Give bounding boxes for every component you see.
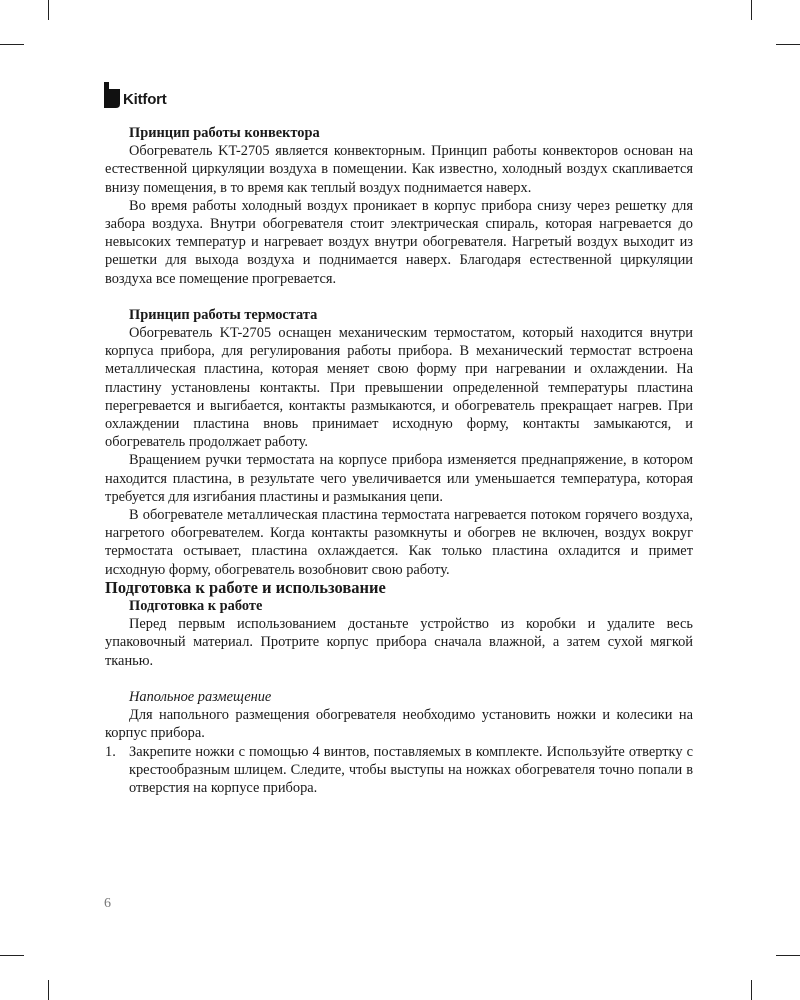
crop-mark-bottom-right — [751, 980, 752, 1000]
section-title-preparation: Подготовка к работе и использование — [105, 577, 386, 597]
paragraph: Вращением ручки термостата на корпусе прибора изменяется преднапряжение, в котором находится пластина, в результате чего увеличивается или уменьшается температура, которая требуется для изгибания пластины и размыкания цепи. — [105, 452, 693, 505]
list-item-number: 1. — [105, 743, 116, 760]
crop-mark-bottom-left — [48, 980, 49, 1000]
paragraph: В обогревателе металлическая пластина термостата нагревается потоком горячего воздуха, нагретого обогревателем. Когда контакты разомкнуты и обогрев не включен, воздух вокруг термостата остывает, пластина охлаждается. Как только пластина охладится и примет исходную форму, обогреватель возобновит свою работу. — [105, 507, 693, 578]
paragraph: Для напольного размещения обогревателя необходимо установить ножки и колесики на корпус прибора. — [105, 707, 693, 742]
paragraph: Обогреватель KT-2705 является конвекторным. Принцип работы конвекторов основан на естественной циркуляции воздуха в помещении. Как известно, холодный воздух скапливается внизу помещения, в то время как теплый воздух поднимается наверх. — [105, 143, 693, 196]
brand-name: Kitfort — [123, 90, 167, 108]
crop-mark-top-left — [48, 0, 49, 20]
crop-mark-top-right — [751, 0, 752, 20]
list-item-text: Закрепите ножки с помощью 4 винтов, поставляемых в комплекте. Используйте отвертку с крестообразным шлицем. Следите, чтобы выступы на ножках обогревателя точно попали в отверстия на корпусе прибора. — [129, 743, 693, 796]
section-heading-convector: Принцип работы конвектора — [129, 125, 320, 141]
crop-mark-bottom-right-h — [776, 955, 800, 956]
paragraph: Во время работы холодный воздух проникает в корпус прибора снизу через решетку для забора воздуха. Внутри обогревателя стоит электрическая спираль, которая нагревается до невысоких температур и нагревает воздух внутри обогревателя. Нагретый воздух выходит из решетки для выхода воздуха и поднимается наверх. Благодаря естественной циркуляции воздуха все помещение прогревается. — [105, 197, 693, 287]
brand-logo — [104, 82, 167, 108]
subheading-floor-placement: Напольное размещение — [129, 688, 272, 705]
list-item — [105, 743, 693, 798]
section-heading-thermostat: Принцип работы термостата — [129, 306, 318, 323]
kitfort-logo-icon — [104, 82, 120, 108]
crop-mark-bottom-left-h — [0, 955, 24, 956]
crop-mark-top-right-h — [776, 44, 800, 45]
crop-mark-top-left-h — [0, 44, 24, 45]
page-number: 6 — [104, 896, 111, 911]
paragraph: Перед первым использованием достаньте устройство из коробки и удалите весь упаковочный материал. Протрите корпус прибора сначала влажной, а затем сухой мягкой тканью. — [105, 616, 693, 669]
page-content — [105, 124, 693, 797]
paragraph: Обогреватель KT-2705 оснащен механическим термостатом, который находится внутри корпуса прибора, для регулирования работы прибора. В механический термостат встроена металлическая пластина, которая меняет свою форму при нагревании и охлаждении. На пластину установлены контакты. При превышении определенной температуры пластина перегревается и выгибается, контакты размыкаются, и обогреватель прекращает нагрев. При охлаждении пластина вновь принимает исходную форму, контакты замыкаются, и обогреватель продолжает работу. — [105, 325, 693, 451]
section-heading-preparation: Подготовка к работе — [129, 598, 263, 615]
